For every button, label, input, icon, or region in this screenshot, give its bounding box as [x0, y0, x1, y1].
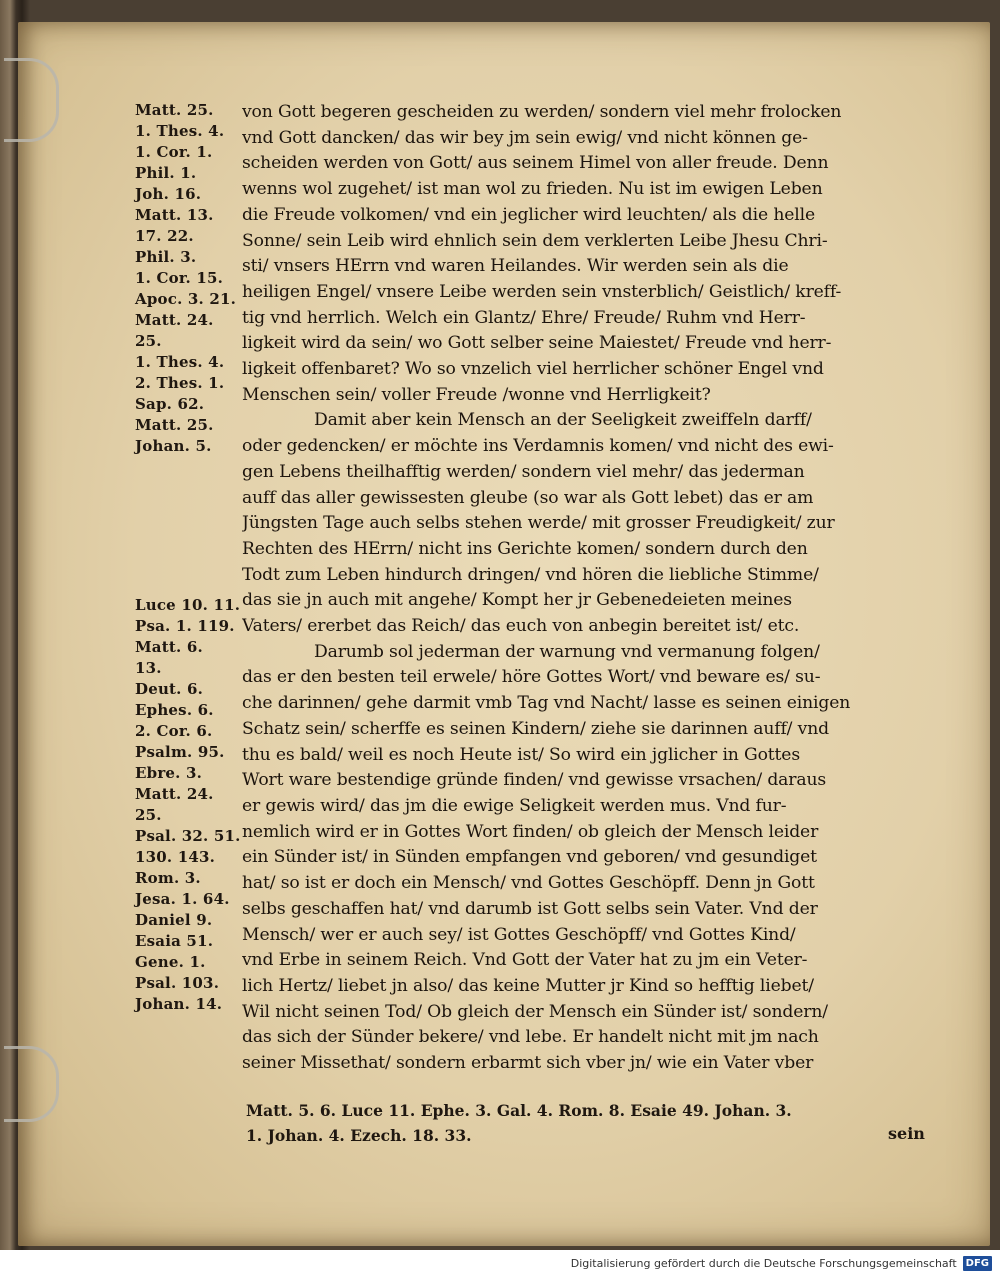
margin-ref: 25.: [135, 806, 162, 824]
binding-ring-top: [4, 58, 59, 142]
margin-ref: Gene. 1.: [135, 953, 206, 971]
margin-ref: Johan. 14.: [135, 995, 223, 1013]
margin-ref: Matt. 6.: [135, 638, 203, 656]
digitization-note: Digitalisierung gefördert durch die Deutsche Forschungsgemeinschaft: [570, 1256, 957, 1270]
text-line: er gewis wird/ das jm die ewige Seligkeit werden mus. Vnd fur-: [242, 795, 787, 816]
text-line: Wort ware bestendige gründe finden/ vnd gewisse vrsachen/ daraus: [242, 770, 827, 791]
text-line: wenns wol zugehet/ ist man wol zu frieden. Nu ist im ewigen Leben: [242, 179, 823, 200]
text-line: Rechten des HErrn/ nicht ins Gerichte komen/ sondern durch den: [242, 538, 808, 559]
margin-ref: 1. Thes. 4.: [135, 122, 225, 140]
margin-ref: Esaia 51.: [135, 932, 214, 950]
margin-ref: Phil. 1.: [135, 164, 197, 182]
footer-ref-line: 1. Johan. 4. Ezech. 18. 33.: [246, 1126, 472, 1145]
text-line: vnd Gott dancken/ das wir bey jm sein ewig/ vnd nicht können ge-: [242, 127, 808, 148]
paragraph-2: [242, 408, 932, 639]
text-line: Damit aber kein Mensch an der Seeligkeit zweiffeln darff/: [314, 410, 812, 431]
margin-ref: 2. Thes. 1.: [135, 374, 225, 392]
margin-ref: 25.: [135, 332, 162, 350]
margin-ref: Ebre. 3.: [135, 764, 203, 782]
paragraph-3: [242, 640, 932, 1077]
text-line: Wil nicht seinen Tod/ Ob gleich der Mensch ein Sünder ist/ sondern/: [242, 1001, 828, 1022]
text-line: vnd Erbe in seinem Reich. Vnd Gott der Vater hat zu jm ein Veter-: [242, 950, 808, 971]
binding-ring-bottom: [4, 1046, 59, 1122]
margin-ref: Psalm. 95.: [135, 743, 225, 761]
text-line: seiner Missethat/ sondern erbarmt sich vber jn/ wie ein Vater vber: [242, 1053, 814, 1074]
text-line: ligkeit wird da sein/ wo Gott selber seine Maiestet/ Freude vnd herr-: [242, 333, 832, 354]
margin-ref: Matt. 24.: [135, 785, 214, 803]
text-line: das sie jn auch mit angehe/ Kompt her jr Gebenedeieten meines: [242, 590, 792, 611]
text-line: tig vnd herrlich. Welch ein Glantz/ Ehre/ Freude/ Ruhm vnd Herr-: [242, 307, 806, 328]
text-line: hat/ so ist er doch ein Mensch/ vnd Gottes Geschöpff. Denn jn Gott: [242, 873, 815, 894]
digitization-footer: [0, 1250, 1000, 1276]
margin-ref: 13.: [135, 659, 162, 677]
margin-ref: Matt. 24.: [135, 311, 214, 329]
text-line: sti/ vnsers HErrn vnd waren Heilandes. Wir werden sein als die: [242, 256, 789, 277]
text-line: Mensch/ wer er auch sey/ ist Gottes Geschöpff/ vnd Gottes Kind/: [242, 924, 796, 945]
text-line: Darumb sol jederman der warnung vnd vermanung folgen/: [314, 641, 820, 662]
text-line: Vaters/ ererbet das Reich/ das euch von anbegin bereitet ist/ etc.: [242, 616, 800, 637]
margin-ref: Matt. 13.: [135, 206, 214, 224]
text-line: auff das aller gewissesten gleube (so war als Gott lebet) das er am: [242, 487, 814, 508]
margin-ref: Matt. 25.: [135, 101, 214, 119]
margin-references: [135, 100, 245, 1015]
footer-references: [246, 1098, 926, 1148]
text-line: che darinnen/ gehe darmit vmb Tag vnd Nacht/ lasse es seinen einigen: [242, 693, 851, 714]
margin-ref: Rom. 3.: [135, 869, 201, 887]
text-line: Todt zum Leben hindurch dringen/ vnd hören die liebliche Stimme/: [242, 564, 819, 585]
footer-ref-line: Matt. 5. 6. Luce 11. Ephe. 3. Gal. 4. Rom. 8. Esaie 49. Johan. 3.: [246, 1101, 792, 1120]
text-line: Jüngsten Tage auch selbs stehen werde/ mit grosser Freudigkeit/ zur: [242, 513, 835, 534]
text-line: scheiden werden von Gott/ aus seinem Himel von aller freude. Denn: [242, 153, 829, 174]
paragraph-1: [242, 100, 932, 408]
text-line: gen Lebens theilhafftig werden/ sondern viel mehr/ das jederman: [242, 461, 805, 482]
margin-ref: Daniel 9.: [135, 911, 213, 929]
margin-ref: Luce 10. 11.: [135, 596, 241, 614]
text-line: die Freude volkomen/ vnd ein jeglicher wird leuchten/ als die helle: [242, 204, 815, 225]
text-line: lich Hertz/ liebet jn also/ das keine Mutter jr Kind so hefftig liebet/: [242, 975, 814, 996]
margin-ref: 2. Cor. 6.: [135, 722, 213, 740]
catchword: sein: [888, 1124, 925, 1143]
text-line: thu es bald/ weil es noch Heute ist/ So wird ein jglicher in Gottes: [242, 744, 801, 765]
text-line: Schatz sein/ scherffe es seinen Kindern/ ziehe sie darinnen auff/ vnd: [242, 718, 829, 739]
text-line: oder gedencken/ er möchte ins Verdamnis komen/ vnd nicht des ewi-: [242, 436, 834, 457]
margin-ref: 1. Cor. 1.: [135, 143, 213, 161]
margin-ref: Apoc. 3. 21.: [135, 290, 237, 308]
margin-ref: 1. Cor. 15.: [135, 269, 224, 287]
margin-ref: Joh. 16.: [135, 185, 202, 203]
text-line: nemlich wird er in Gottes Wort finden/ ob gleich der Mensch leider: [242, 821, 819, 842]
text-line: heiligen Engel/ vnsere Leibe werden sein vnsterblich/ Geistlich/ kreff-: [242, 281, 842, 302]
margin-ref: Deut. 6.: [135, 680, 204, 698]
text-line: von Gott begeren gescheiden zu werden/ sondern viel mehr frolocken: [242, 102, 842, 122]
main-text: [242, 100, 932, 1077]
margin-ref: Psal. 32. 51.: [135, 827, 241, 845]
margin-ref: Phil. 3.: [135, 248, 197, 266]
margin-ref: Jesa. 1. 64.: [135, 890, 230, 908]
text-line: selbs geschaffen hat/ vnd darumb ist Gott selbs sein Vater. Vnd der: [242, 898, 818, 919]
text-line: ligkeit offenbaret? Wo so vnzelich viel herrlicher schöner Engel vnd: [242, 359, 824, 380]
margin-ref: Matt. 25.: [135, 416, 214, 434]
margin-ref: Johan. 5.: [135, 437, 212, 455]
text-line: Menschen sein/ voller Freude /wonne vnd Herrligkeit?: [242, 384, 711, 405]
margin-ref: 17. 22.: [135, 227, 194, 245]
text-line: das er den besten teil erwele/ höre Gottes Wort/ vnd beware es/ su-: [242, 667, 821, 688]
margin-ref: Ephes. 6.: [135, 701, 214, 719]
margin-ref: 1. Thes. 4.: [135, 353, 225, 371]
margin-ref: Psa. 1. 119.: [135, 617, 235, 635]
dfg-logo: DFG: [963, 1256, 992, 1271]
text-line: das sich der Sünder bekere/ vnd lebe. Er handelt nicht mit jm nach: [242, 1027, 819, 1048]
margin-references-bottom: [135, 595, 245, 1015]
margin-ref: Psal. 103.: [135, 974, 220, 992]
text-line: ein Sünder ist/ in Sünden empfangen vnd geboren/ vnd gesundiget: [242, 847, 817, 868]
margin-references-top: [135, 100, 245, 457]
margin-ref: Sap. 62.: [135, 395, 205, 413]
margin-ref: 130. 143.: [135, 848, 216, 866]
text-line: Sonne/ sein Leib wird ehnlich sein dem verklerten Leibe Jhesu Chri-: [242, 230, 828, 251]
